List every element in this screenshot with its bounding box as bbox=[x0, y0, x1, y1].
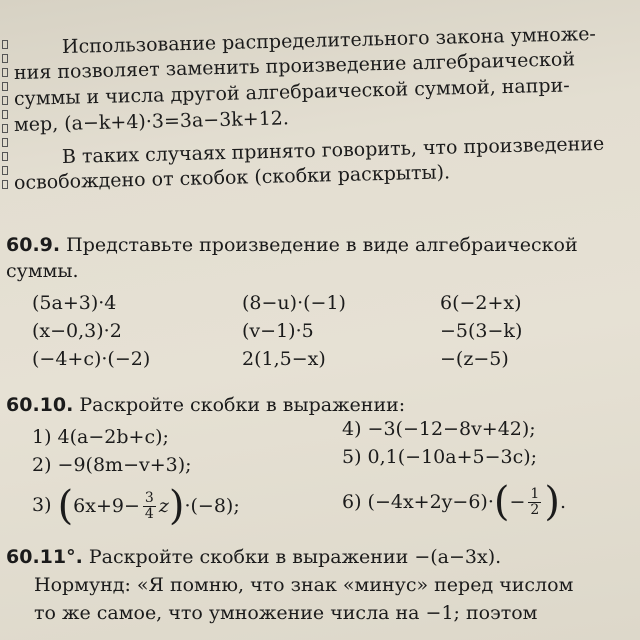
denominator: 2 bbox=[530, 501, 540, 518]
exercise-number: 60.9. bbox=[6, 234, 61, 256]
expr-part: − bbox=[509, 491, 526, 513]
left-paren: ( bbox=[57, 483, 74, 529]
exercise-60-11-line-3: то же самое, что умножение числа на −1; поэтом bbox=[34, 602, 538, 624]
left-paren: ( bbox=[493, 479, 510, 525]
margin-marker bbox=[2, 124, 8, 133]
exercise-60-9-prompt-cont: суммы. bbox=[6, 260, 79, 282]
exercise-prompt-text: Раскройте скобки в выражении: bbox=[73, 394, 406, 416]
task-label: 3) bbox=[32, 494, 52, 516]
intro-line-2: ния позволяет заменить произведение алгебраической bbox=[13, 48, 576, 84]
margin-marker bbox=[2, 180, 8, 189]
expr-part: . bbox=[559, 491, 566, 513]
exercise-60-9-prompt bbox=[6, 234, 578, 256]
exercise-prompt-text: Представьте произведение в виде алгебраической bbox=[60, 234, 578, 256]
intro-line-3: суммы и числа другой алгебраической суммой, напри- bbox=[13, 74, 570, 110]
exercise-60-10-prompt bbox=[6, 394, 405, 416]
expr-part: 6x+9− bbox=[73, 495, 140, 517]
fraction bbox=[528, 487, 541, 518]
intro-line-5: В таких случаях принято говорить, что произведение bbox=[61, 132, 605, 168]
intro-line-6: освобождено от скобок (скобки раскрыты). bbox=[13, 161, 451, 194]
exercise-60-11-prompt bbox=[6, 546, 501, 568]
right-paren: ) bbox=[168, 483, 185, 529]
fraction bbox=[143, 491, 156, 522]
expr-part: ·(−8); bbox=[184, 495, 240, 517]
exercise-number: 60.11°. bbox=[6, 546, 83, 568]
margin-marker bbox=[2, 40, 8, 49]
margin-marker bbox=[2, 82, 8, 91]
expr-part: z bbox=[158, 495, 169, 517]
margin-marker bbox=[2, 152, 8, 161]
intro-line-4: мер, (a−k+4)·3=3a−3k+12. bbox=[13, 107, 290, 136]
task-item: −5(3−k) bbox=[440, 320, 523, 342]
denominator: 4 bbox=[144, 505, 154, 522]
task-item: (5a+3)·4 bbox=[32, 292, 117, 314]
task-item: (v−1)·5 bbox=[242, 320, 314, 342]
margin-marker bbox=[2, 96, 8, 105]
task-item: 4) −3(−12−8v+42); bbox=[342, 418, 536, 440]
task-item: −(z−5) bbox=[440, 348, 509, 370]
margin-marker bbox=[2, 110, 8, 119]
task-item: 2) −9(8m−v+3); bbox=[32, 454, 192, 476]
task-item: (−4+c)·(−2) bbox=[32, 348, 151, 370]
task-item: (x−0,3)·2 bbox=[32, 320, 122, 342]
margin-marker bbox=[2, 138, 8, 147]
numerator: 1 bbox=[530, 485, 540, 502]
exercise-60-11-line-2: Нормунд: «Я помню, что знак «минус» перед числом bbox=[34, 574, 574, 596]
task-item: (8−u)·(−1) bbox=[242, 292, 346, 314]
intro-line-1: Использование распределительного закона умноже- bbox=[61, 22, 597, 58]
exercise-prompt-text: Раскройте скобки в выражении −(a−3x). bbox=[82, 546, 502, 568]
task-item: 6(−2+x) bbox=[440, 292, 522, 314]
exercise-number: 60.10. bbox=[6, 394, 74, 416]
numerator: 3 bbox=[144, 489, 154, 506]
task-item: 2(1,5−x) bbox=[242, 348, 326, 370]
task-item: 1) 4(a−2b+c); bbox=[32, 426, 169, 448]
margin-marker bbox=[2, 166, 8, 175]
task-item: 5) 0,1(−10a+5−3c); bbox=[342, 446, 538, 468]
margin-marker bbox=[2, 68, 8, 77]
margin-markers bbox=[2, 40, 12, 194]
expr-part: 6) (−4x+2y−6)· bbox=[342, 491, 494, 513]
task-item-3 bbox=[32, 483, 240, 529]
task-item-6 bbox=[342, 479, 566, 525]
margin-marker bbox=[2, 54, 8, 63]
right-paren: ) bbox=[544, 479, 560, 525]
